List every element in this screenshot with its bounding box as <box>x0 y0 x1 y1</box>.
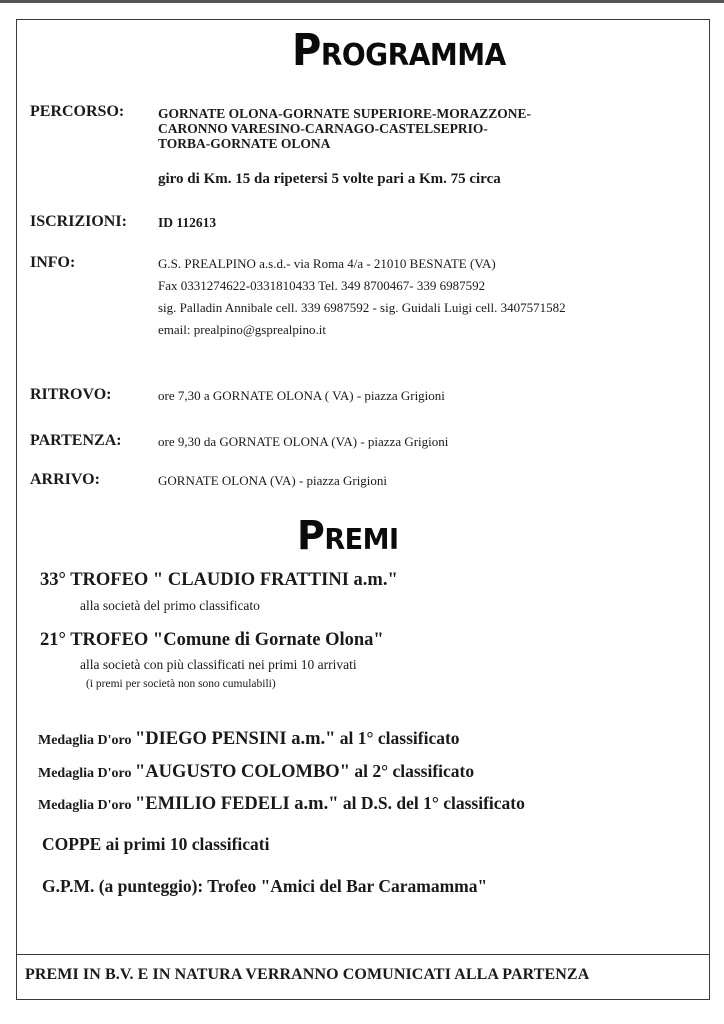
medaglia-row-3 <box>38 793 525 815</box>
medaglia-award: al 2° classificato <box>349 761 475 781</box>
arrivo-value: GORNATE OLONA (VA) - piazza Grigioni <box>158 473 388 488</box>
percorso-giro: giro di Km. 15 da ripetersi 5 volte pari a Km. 75 circa <box>158 171 501 187</box>
medaglia-name: "AUGUSTO COLOMBO" <box>134 762 350 782</box>
top-border <box>0 0 724 3</box>
footer-notice: PREMI IN B.V. E IN NATURA VERRANNO COMUNICATI ALLA PARTENZA <box>25 966 590 983</box>
trofeo-gornate-sub: alla società con più classificati nei primi 10 arrivati <box>80 657 357 672</box>
arrivo-label: ARRIVO: <box>30 471 100 488</box>
medaglia-award: al D.S. del 1° classificato <box>338 793 525 813</box>
medaglia-award: al 1° classificato <box>335 728 460 748</box>
iscrizioni-value: ID 112613 <box>158 215 217 230</box>
medaglia-row-1 <box>38 728 460 750</box>
percorso-line-1: GORNATE OLONA-GORNATE SUPERIORE-MORAZZONE- <box>158 106 532 121</box>
iscrizioni-label: ISCRIZIONI: <box>30 213 127 230</box>
medaglia-row-2 <box>38 761 474 783</box>
info-line-3: sig. Palladin Annibale cell. 339 6987592 - sig. Guidali Luigi cell. 3407571582 <box>158 300 566 315</box>
ritrovo-value: ore 7,30 a GORNATE OLONA ( VA) - piazza Grigioni <box>158 388 445 403</box>
medaglia-prefix: Medaglia D'oro <box>38 733 135 748</box>
trofeo-frattini-sub: alla società del primo classificato <box>80 598 260 613</box>
info-email: email: prealpino@gsprealpino.it <box>158 322 326 337</box>
trofeo-frattini-title: 33° TROFEO " CLAUDIO FRATTINI a.m." <box>40 570 398 590</box>
gpm-text: G.P.M. (a punteggio): Trofeo "Amici del Bar Caramamma" <box>42 876 488 896</box>
medaglia-name: "EMILIO FEDELI a.m." <box>134 794 339 814</box>
info-line-2: Fax 0331274622-0331810433 Tel. 349 8700467- 339 6987592 <box>158 278 486 293</box>
percorso-line-2: CARONNO VARESINO-CARNAGO-CASTELSEPRIO- <box>158 121 488 136</box>
medaglia-name: "DIEGO PENSINI a.m." <box>134 729 336 749</box>
coppe-text: COPPE ai primi 10 classificati <box>42 834 270 854</box>
info-label: INFO: <box>30 254 76 271</box>
info-line-1: G.S. PREALPINO a.s.d.- via Roma 4/a - 21010 BESNATE (VA) <box>158 256 496 271</box>
premi-title: Premi <box>297 512 399 559</box>
programma-title: Programma <box>292 26 506 76</box>
partenza-value: ore 9,30 da GORNATE OLONA (VA) - piazza Grigioni <box>158 434 449 449</box>
trofeo-gornate-note: (i premi per società non sono cumulabili) <box>86 678 276 690</box>
medaglia-prefix: Medaglia D'oro <box>38 766 135 781</box>
medaglia-prefix: Medaglia D'oro <box>38 798 135 813</box>
ritrovo-label: RITROVO: <box>30 386 112 403</box>
percorso-line-3: TORBA-GORNATE OLONA <box>158 136 331 151</box>
partenza-label: PARTENZA: <box>30 432 122 449</box>
trofeo-gornate-title: 21° TROFEO "Comune di Gornate Olona" <box>40 630 384 650</box>
percorso-label: PERCORSO: <box>30 103 125 120</box>
